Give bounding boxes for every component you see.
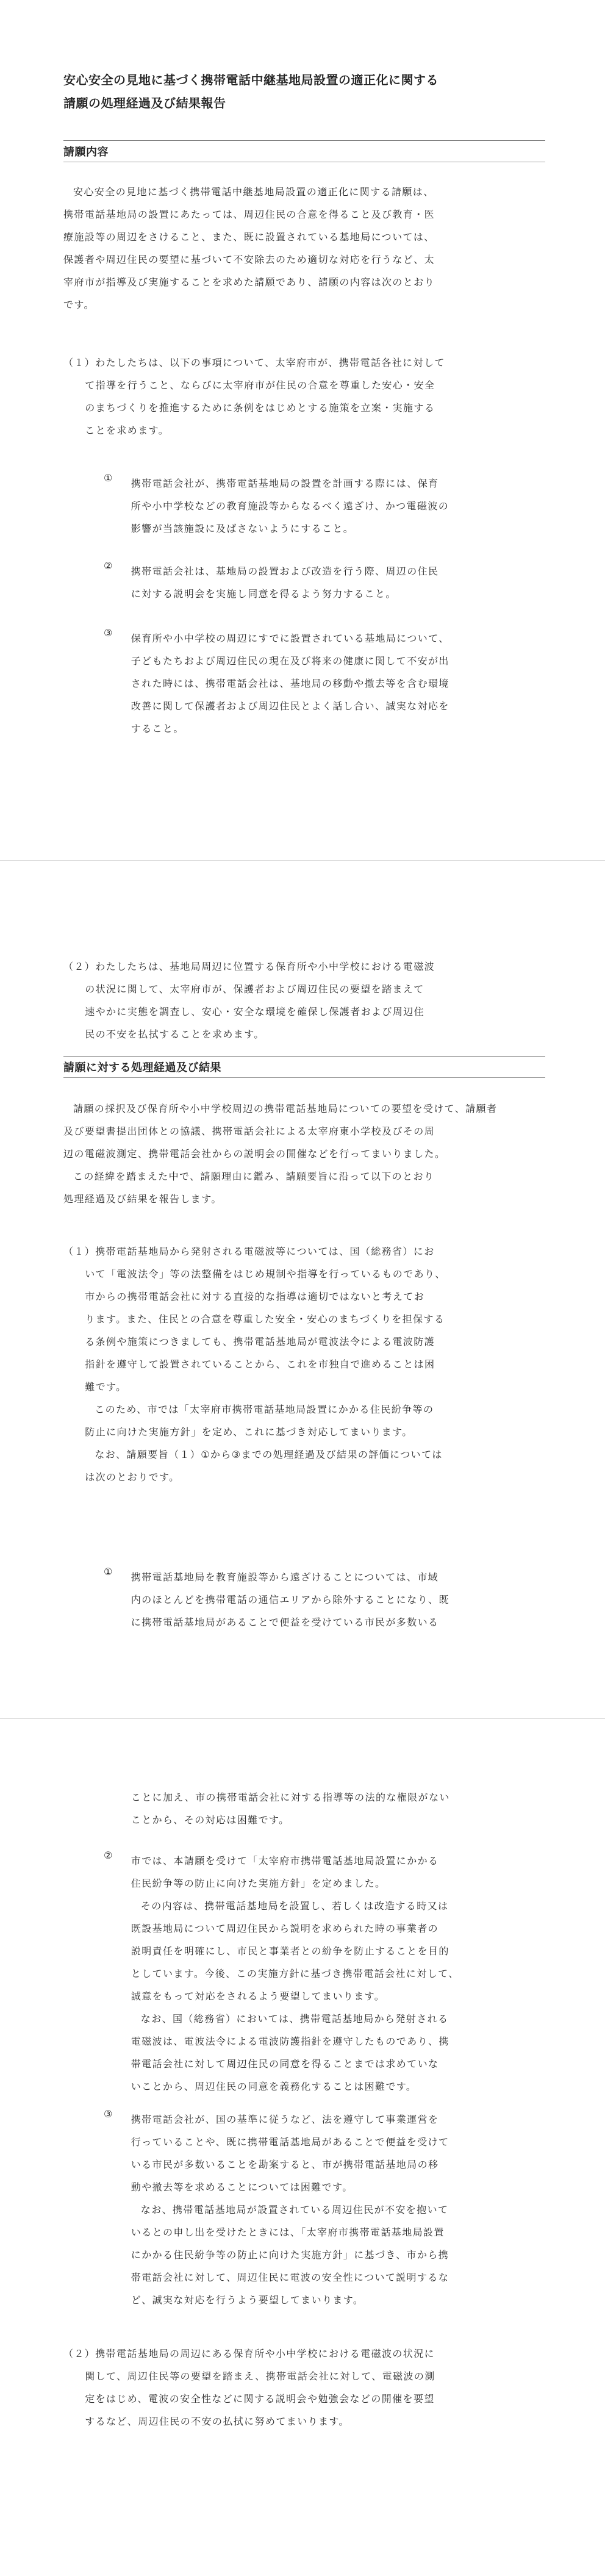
result-item-2 [63,2342,545,2433]
sub-item-line: ど、誠実な対応を行うよう要望してまいります。 [131,2294,364,2306]
sub-item-line: 誠意をもって対応をされるよう要望してまいります。 [131,1990,385,2002]
item-line: て指導を行うこと、ならびに太宰府市が住民の合意を尊重した安心・安全 [85,379,435,391]
sub-item-line: 子どもたちおよび周辺住民の現在及び将来の健康に関して不安が出 [131,655,449,667]
item-line: （２）携帯電話基地局の周辺にある保育所や小中学校における電磁波の状況に [63,2348,435,2359]
circled-number-1: ① [104,1566,113,1577]
result-sub-item-3 [104,2108,545,2311]
page-1 [0,0,605,861]
section-title: 請願内容 [63,146,109,159]
sub-item-line: 帯電話会社に対して、周辺住民に電波の安全性について説明するな [131,2272,449,2283]
item-line: （１）携帯電話基地局から発射される電磁波等については、国（総務省）にお [63,1246,435,1257]
sub-item-line: 携帯電話会社は、基地局の設置および改造を行う際、周辺の住民 [131,565,439,577]
sub-item-line: に対する説明会を実施し同意を得るよう努力すること。 [131,588,396,600]
item-line: 指針を遵守して設置されていることから、これを市独自で進めることは困 [85,1358,435,1370]
document-title-line-1: 安心安全の見地に基づく携帯電話中継基地局設置の適正化に関する [63,73,439,87]
section-rule-top [63,1056,545,1057]
item-line: 民の不安を払拭することを求めます。 [85,1028,265,1040]
section-processing-result [63,1056,545,1078]
request-intro [63,181,545,316]
sub-item-line: 行っていることや、既に携帯電話基地局があることで便益を受けて [131,2136,449,2148]
intro-line: 処理経過及び結果を報告します。 [63,1193,222,1205]
item-line: いて「電波法令」等の法整備をはじめ規制や指導を行っているものであり、 [85,1268,446,1280]
intro-line: 療施設等の周辺をさけること、また、既に設置されている基地局については、 [63,231,435,243]
circled-number-2: ② [104,1849,113,1861]
page-2 [0,861,605,1719]
sub-item-line: としています。今後、この実施方針に基づき携帯電話会社に対して、 [131,1968,459,1979]
sub-item-line: 保育所や小中学校の周辺にすでに設置されている基地局について、 [131,633,449,644]
sub-item-line: なお、国（総務省）においては、携帯電話基地局から発射される [140,2013,449,2025]
request-item-1 [63,351,545,442]
section-rule-bottom [63,1077,545,1078]
item-line: 市からの携帯電話会社に対する直接的な指導は適切ではないと考えてお [85,1291,424,1302]
sub-item-line: いことから、周辺住民の同意を義務化することは困難です。 [131,2081,417,2092]
sub-item-line: 影響が当該施設に及ばさないようにすること。 [131,523,354,534]
result-item-1 [63,1240,545,1488]
sub-item-line: 改善に関して保護者および周辺住民とよく話し合い、誠実な対応を [131,700,449,712]
sub-item-line: すること。 [131,723,184,734]
request-sub-item-2 [104,560,545,605]
result-sub-item-2 [104,1849,545,2098]
sub-item-line: にかかる住民紛争等の防止に向けた実施方針」に基づき、市から携 [131,2249,449,2261]
request-item-2 [63,955,545,1046]
sub-item-line: 説明責任を明確にし、市民と事業者との紛争を防止することを目的 [131,1945,449,1957]
result-intro [63,1097,545,1210]
result-sub-item-1 [104,1566,545,1634]
item-line: なお、請願要旨（１）①から③までの処理経過及び結果の評価については [95,1449,443,1460]
item-line: 防止に向けた実施方針」を定め、これに基づき対応してまいります。 [85,1426,413,1438]
intro-line: 携帯電話基地局の設置にあたっては、周辺住民の合意を得ること及び教育・医 [63,209,435,220]
sub-item-line: 市では、本請願を受けて「太宰府市携帯電話基地局設置にかかる [131,1855,439,1867]
intro-line: この経緯を踏まえた中で、請願理由に鑑み、請願要旨に沿って以下のとおり [73,1171,435,1182]
page-3 [0,1719,605,2576]
sub-item-line: 携帯電話基地局を教育施設等から遠ざけることについては、市域 [131,1571,439,1583]
sub-item-line: 内のほとんどを携帯電話の通信エリアから除外することになり、既 [131,1594,449,1606]
document-title [63,68,545,115]
sub-item-line: いる市民が多数いることを勘案すると、市が携帯電話基地局の移 [131,2159,439,2170]
circled-number-3: ③ [104,2108,113,2120]
item-line: （１）わたしたちは、以下の事項について、太宰府市が、携帯電話各社に対して [63,357,445,368]
request-sub-item-3 [104,627,545,740]
intro-line: 安心安全の見地に基づく携帯電話中継基地局設置の適正化に関する請願は、 [73,186,434,198]
result-sub-item-1-continued [104,1786,545,1831]
circled-number-1: ① [104,472,113,484]
sub-item-line: 携帯電話会社が、国の基準に従うなど、法を遵守して事業運営を [131,2114,439,2125]
section-title: 請願に対する処理経過及び結果 [63,1061,221,1074]
circled-number-2: ② [104,560,113,572]
item-line: 定をはじめ、電波の安全性などに関する説明会や勉強会などの開催を要望 [85,2393,435,2405]
circled-number-3: ③ [104,627,113,639]
sub-item-line: 帯電話会社に対して周辺住民の同意を得ることまでは求めていな [131,2058,439,2070]
intro-line: 及び要望書提出団体との協議、携帯電話会社による太宰府東小学校及びその周 [63,1125,435,1137]
item-line: のまちづくりを推進するために条例をはじめとする施策を立案・実施する [85,402,435,414]
sub-item-line: その内容は、携帯電話基地局を設置し、若しくは改造する時又は [140,1900,449,1912]
intro-line: です。 [63,299,95,310]
sub-item-line: いるとの申し出を受けたときには、「太宰府市携帯電話基地局設置 [131,2226,445,2238]
document-title-line-2: 請願の処理経過及び結果報告 [63,96,226,110]
request-sub-item-1 [104,472,545,540]
item-line: は次のとおりです。 [85,1471,180,1483]
intro-line: 保護者や周辺住民の要望に基づいて不安除去のため適切な対応を行うなど、太 [63,254,435,265]
sub-item-line: ことに加え、市の携帯電話会社に対する指導等の法的な権限がない [131,1792,450,1803]
intro-line: 宰府市が指導及び実施することを求めた請願であり、請願の内容は次のとおり [63,276,435,288]
sub-item-line: 動や撤去等を求めることについては困難です。 [131,2181,353,2193]
sub-item-line: された時には、携帯電話会社は、基地局の移動や撤去等を含む環境 [131,678,449,689]
sub-item-line: ことから、その対応は困難です。 [131,1814,290,1826]
sub-item-line: 携帯電話会社が、携帯電話基地局の設置を計画する際には、保育 [131,478,439,489]
section-request-content [63,140,545,162]
intro-line: 辺の電磁波測定、携帯電話会社からの説明会の開催などを行ってまいりました。 [63,1148,446,1160]
item-line: 速やかに実態を調査し、安心・安全な環境を確保し保護者および周辺住 [85,1006,424,1017]
item-line: の状況に関して、太宰府市が、保護者および周辺住民の要望を踏まえて [85,983,424,995]
item-line: 難です。 [85,1381,127,1393]
item-line: するなど、周辺住民の不安の払拭に努めてまいります。 [85,2416,349,2427]
sub-item-line: に携帯電話基地局があることで便益を受けている市民が多数いる [131,1616,439,1628]
item-line: このため、市では「太宰府市携帯電話基地局設置にかかる住民紛争等の [95,1404,434,1415]
sub-item-line: 所や小中学校などの教育施設等からなるべく遠ざけ、かつ電磁波の [131,500,449,512]
sub-item-line: 電磁波は、電波法令による電波防護指針を遵守したものであり、携 [131,2036,449,2047]
item-line: ことを求めます。 [85,425,170,436]
sub-item-line: 住民紛争等の防止に向けた実施方針」を定めました。 [131,1878,386,1889]
item-line: 関して、周辺住民等の要望を踏まえ、携帯電話会社に対して、電磁波の測 [85,2370,435,2382]
item-line: （２）わたしたちは、基地局周辺に位置する保育所や小中学校における電磁波 [63,961,435,972]
sub-item-line: なお、携帯電話基地局が設置されている周辺住民が不安を抱いて [140,2204,449,2215]
item-line: ります。また、住民との合意を尊重した安全・安心のまちづくりを担保する [85,1313,445,1325]
intro-line: 請願の採択及び保育所や小中学校周辺の携帯電話基地局についての要望を受けて、請願者 [73,1103,498,1114]
item-line: る条例や施策につきましても、携帯電話基地局が電波法令による電波防護 [85,1336,435,1347]
sub-item-line: 既設基地局について周辺住民から説明を求められた時の事業者の [131,1923,439,1934]
section-rule-top [63,140,545,141]
